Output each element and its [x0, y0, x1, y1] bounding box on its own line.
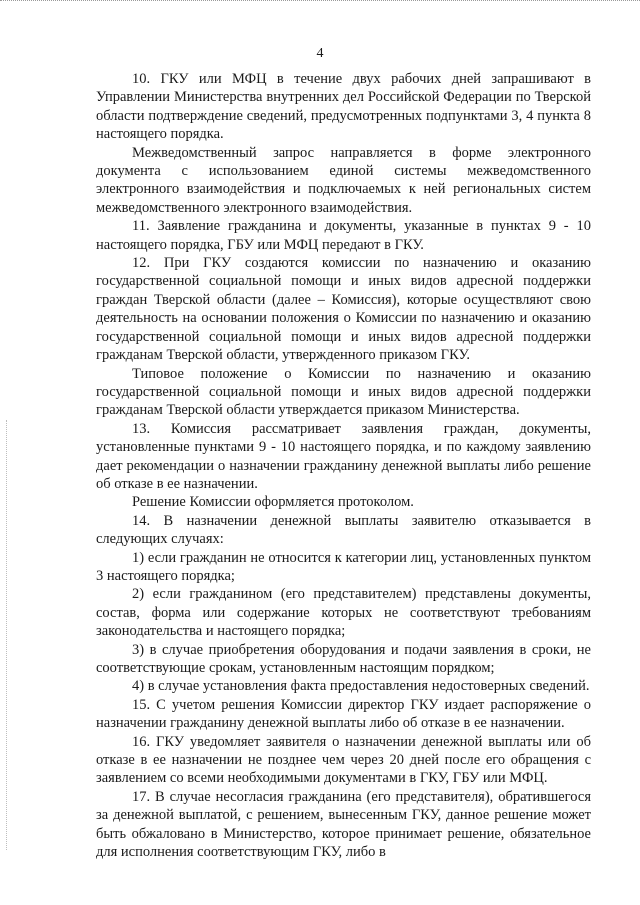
- paragraph-12: 12. При ГКУ создаются комиссии по назначению и оказанию государственной социальной помощи и иных видов адресной поддержки граждан Тверской области (далее – Комиссия), которые осуществляют свою деятельность на основании положения о Комиссии по назначению и оказанию государственной социальной помощи и иных видов адресной поддержки гражданам Тверской области, утвержденного приказом ГКУ.: [96, 255, 591, 364]
- paragraph-14: 14. В назначении денежной выплаты заявителю отказывается в следующих случаях:: [96, 512, 591, 548]
- paragraph-11: 11. Заявление гражданина и документы, указанные в пунктах 9 - 10 настоящего порядка, ГБУ или МФЦ передают в ГКУ.: [96, 218, 591, 253]
- paragraph-16: 16. ГКУ уведомляет заявителя о назначении денежной выплаты или об отказе в ее назначении не позднее чем через 20 дней после его обращения с заявлением со всеми необходимыми документами в ГКУ, ГБУ или МФЦ.: [96, 733, 591, 787]
- top-border-line: [0, 0, 640, 4]
- scan-edge-line: [6, 420, 8, 850]
- list-item-2: 2) если гражданином (его представителем) представлены документы, состав, форма или содержание которых не соответствуют требованиям законодательства и настоящего порядка;: [96, 586, 591, 640]
- paragraph-10: 10. ГКУ или МФЦ в течение двух рабочих дней запрашивают в Управлении Министерства внутренних дел Российской Федерации по Тверской области подтверждение сведений, предусмотренных подпунктами 3, 4 пункта 8 настоящего порядка.: [96, 71, 591, 143]
- paragraph-13: 13. Комиссия рассматривает заявления граждан, документы, установленные пунктами 9 - 10 настоящего порядка, и по каждому заявлению дает рекомендации о назначении гражданину денежной выплаты либо решение об отказе в ее назначении.: [96, 420, 591, 492]
- paragraph-17: 17. В случае несогласия гражданина (его представителя), обратившегося за денежной выплатой, с решением, вынесенным ГКУ, данное решение может быть обжаловано в Министерство, которое принимает решение, обязательное для исполнения соответствующим ГКУ, либо в: [96, 788, 591, 861]
- list-item-3: 3) в случае приобретения оборудования и подачи заявления в сроки, не соответствующие срокам, установленным настоящим порядком;: [96, 641, 591, 676]
- page-number: 4: [316, 46, 324, 61]
- paragraph-15: 15. С учетом решения Комиссии директор ГКУ издает распоряжение о назначении гражданину денежной выплаты либо об отказе в ее назначении.: [96, 696, 591, 732]
- paragraph-typical-regulation: Типовое положение о Комиссии по назначению и оказанию государственной социальной помощи и иных видов адресной поддержки гражданам Тверской области утверждается приказом Министерства.: [96, 365, 591, 419]
- paragraph-protocol: Решение Комиссии оформляется протоколом.: [132, 494, 414, 511]
- paragraph-interagency-request: Межведомственный запрос направляется в форме электронного документа с использованием единой системы межведомственного электронного взаимодействия и подключаемых к ней региональных систем межведомственного электронного взаимодействия.: [96, 144, 591, 216]
- document-body: [96, 70, 591, 861]
- list-item-4: 4) в случае установления факта предоставления недостоверных сведений.: [132, 678, 590, 695]
- list-item-1: 1) если гражданин не относится к категории лиц, установленных пунктом 3 настоящего порядка;: [96, 549, 591, 584]
